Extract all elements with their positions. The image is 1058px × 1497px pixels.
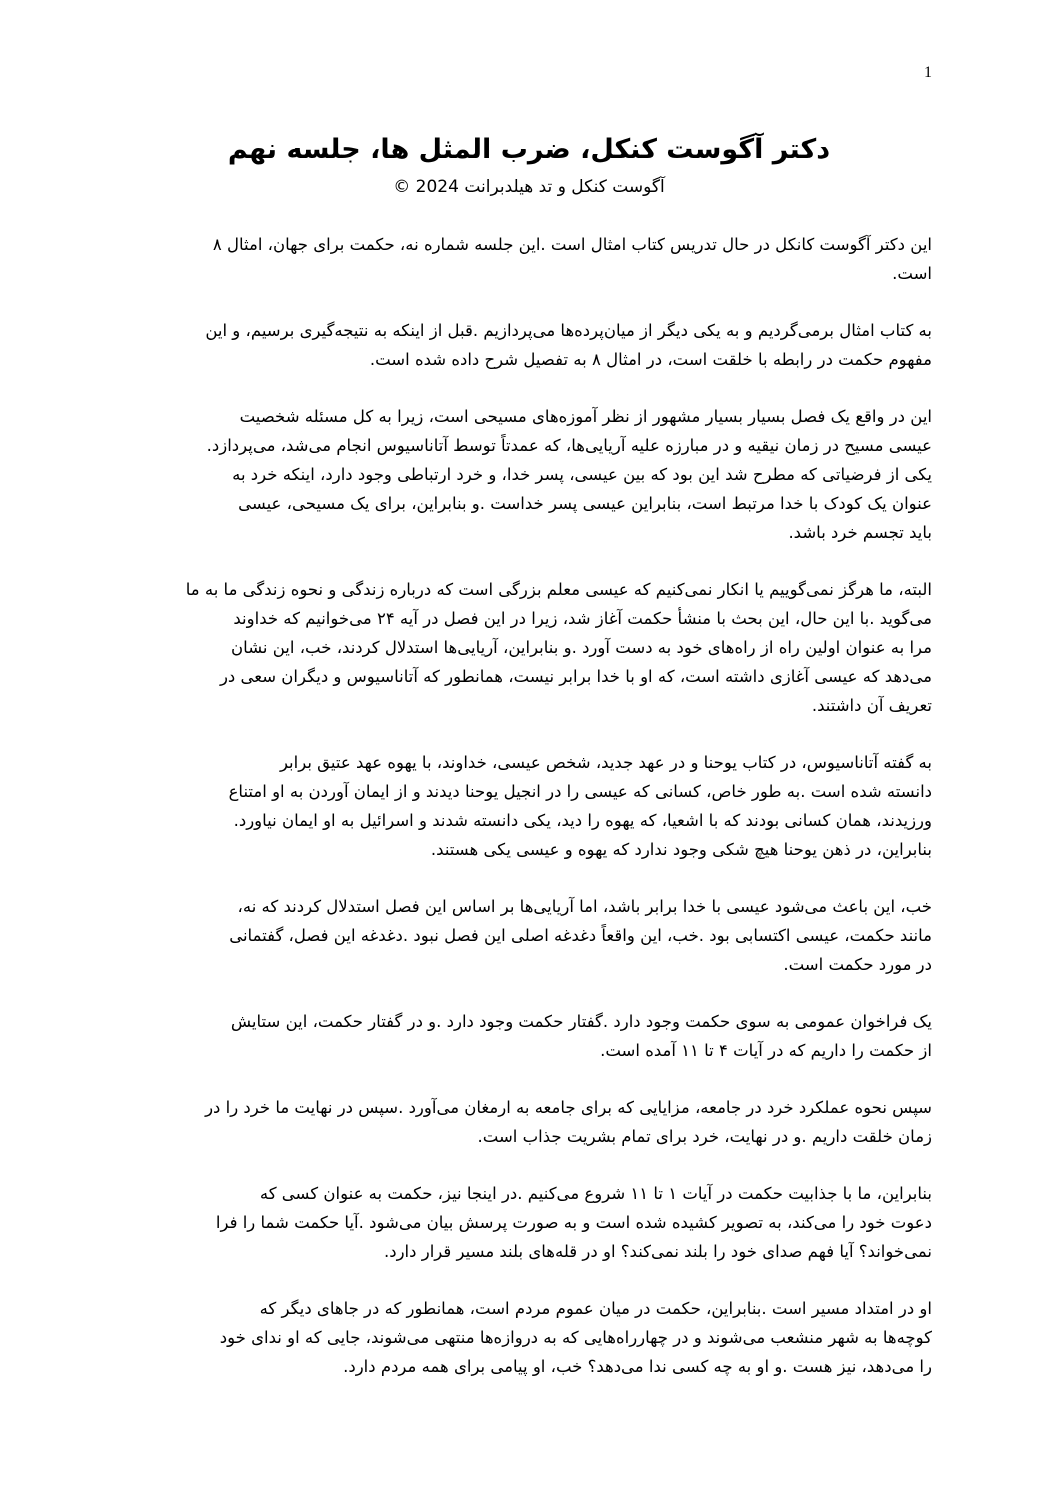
paragraph-line: سپس نحوه عملکرد خرد در جامعه، مزایایی که برای جامعه به ارمغان می‌آورد .سپس در نهایت ما خرد را در	[205, 1098, 932, 1117]
paragraph-line: ورزیدند، همان کسانی بودند که با اشعیا، که یهوه را دید، یکی دانسته شدند و اسرائیل به او ایمان نیاورد.	[233, 811, 932, 830]
paragraph-line: است.	[892, 264, 932, 283]
paragraph-line: به گفته آتاناسیوس، در کتاب یوحنا و در عهد جدید، شخص عیسی، خداوند، با یهوه عهد عتیق برابر	[279, 753, 932, 772]
paragraph	[126, 230, 932, 288]
paragraph	[126, 1093, 932, 1151]
paragraph-line: کوچه‌ها به شهر منشعب می‌شوند و در چهارراه‌هایی که به دروازه‌ها منتهی می‌شوند، جایی که او ندای خود	[219, 1328, 932, 1347]
paragraph	[126, 1179, 932, 1266]
paragraph	[126, 316, 932, 374]
paragraph-line: به کتاب امثال برمی‌گردیم و به یکی دیگر از میان‌پرده‌ها می‌پردازیم .قبل از اینکه به نتیجه‌گیری برسیم، و این	[205, 321, 932, 340]
paragraph	[126, 402, 932, 547]
paragraph-line: مرا به عنوان اولین راه از راه‌های خود به دست آورد .و بنابراین، آریایی‌ها استدلال کردند، خب، این نشان	[231, 638, 932, 657]
paragraph-line: یک فراخوان عمومی به سوی حکمت وجود دارد .گفتار حکمت وجود دارد .و در گفتار حکمت، این ستایش	[230, 1012, 932, 1031]
paragraph-line: می‌گوید .با این حال، این بحث با منشأ حکمت آغاز شد، زیرا در این فصل در آیه ۲۴ می‌خوانیم که خداوند	[233, 609, 932, 628]
paragraph-line: در مورد حکمت است.	[783, 955, 932, 974]
paragraph-line: این دکتر آگوست کانکل در حال تدریس کتاب امثال است .این جلسه شماره نه، حکمت برای جهان، امثال ۸	[212, 235, 932, 254]
paragraph-line: باید تجسم خرد باشد.	[788, 523, 932, 542]
paragraph-line: بنابراین، در ذهن یوحنا هیچ شکی وجود ندارد که یهوه و عیسی یکی هستند.	[430, 840, 932, 859]
document-subtitle: آگوست کنکل و تد هیلدبرانت 2024 ©	[393, 177, 665, 197]
paragraph-line: بنابراین، ما با جذابیت حکمت در آیات ۱ تا ۱۱ شروع می‌کنیم .در اینجا نیز، حکمت به عنوان کسی که	[259, 1184, 932, 1203]
paragraph	[126, 1007, 932, 1065]
paragraph-line: خب، این باعث می‌شود عیسی با خدا برابر باشد، اما آریایی‌ها بر اساس این فصل استدلال کردند که نه،	[237, 897, 932, 916]
paragraph-line: او در امتداد مسیر است .بنابراین، حکمت در میان عموم مردم است، همانطور که در جاهای دیگر که	[259, 1299, 932, 1318]
paragraph-line: دانسته شده است .به طور خاص، کسانی که عیسی را در انجیل یوحنا دیدند و از ایمان آوردن به او امتناع	[228, 782, 932, 801]
paragraph-line: عنوان یک کودک با خدا مرتبط است، بنابراین عیسی پسر خداست .و بنابراین، برای یک مسیحی، عیسی	[238, 494, 932, 513]
document-header	[126, 128, 932, 200]
paragraph-line: می‌دهد که عیسی آغازی داشته است، که او با خدا برابر نیست، همانطور که آتاناسیوس و دیگران سعی در	[219, 667, 932, 686]
paragraph-line: مانند حکمت، عیسی اکتسابی بود .خب، این واقعاً دغدغه اصلی این فصل نبود .دغدغه این فصل، گفتمانی	[229, 926, 932, 945]
paragraph-line: این در واقع یک فصل بسیار بسیار مشهور از نظر آموزه‌های مسیحی است، زیرا به کل مسئله شخصیت	[239, 407, 932, 426]
paragraph-line: البته، ما هرگز نمی‌گوییم یا انکار نمی‌کنیم که عیسی معلم بزرگی است که درباره زندگی و نحوه زندگی ما به ما	[185, 580, 932, 599]
paragraph	[126, 1294, 932, 1381]
paragraph-line: عیسی مسیح در زمان نیقیه و در مبارزه علیه آریایی‌ها، که عمدتاً توسط آتاناسیوس انجام می‌شد، می‌پردازد.	[206, 436, 932, 455]
paragraph	[126, 575, 932, 720]
document-title: دکتر آگوست کنکل، ضرب المثل ها، جلسه نهم	[227, 134, 831, 165]
paragraph	[126, 748, 932, 864]
paragraph-line: را می‌دهد، نیز هست .و او به چه کسی ندا می‌دهد؟ خب، او پیامی برای همه مردم دارد.	[343, 1357, 932, 1376]
paragraph	[126, 892, 932, 979]
paragraph-line: زمان خلقت داریم .و در نهایت، خرد برای تمام بشریت جذاب است.	[477, 1127, 932, 1146]
page-number: 1	[924, 64, 932, 81]
document-body	[126, 230, 932, 1409]
paragraph-line: از حکمت را داریم که در آیات ۴ تا ۱۱ آمده است.	[600, 1041, 932, 1060]
paragraph-line: نمی‌خواند؟ آیا فهم صدای خود را بلند نمی‌کند؟ او در قله‌های بلند مسیر قرار دارد.	[383, 1242, 932, 1261]
paragraph-line: دعوت خود را می‌کند، به تصویر کشیده شده است و به صورت پرسش بیان می‌شود .آیا حکمت شما را فرا	[215, 1213, 932, 1232]
paragraph-line: یکی از فرضیاتی که مطرح شد این بود که بین عیسی، پسر خدا، و خرد ارتباطی وجود دارد، اینکه خرد به	[232, 465, 932, 484]
paragraph-line: مفهوم حکمت در رابطه با خلقت است، در امثال ۸ به تفصیل شرح داده شده است.	[369, 350, 932, 369]
paragraph-line: تعریف آن داشتند.	[811, 696, 932, 715]
